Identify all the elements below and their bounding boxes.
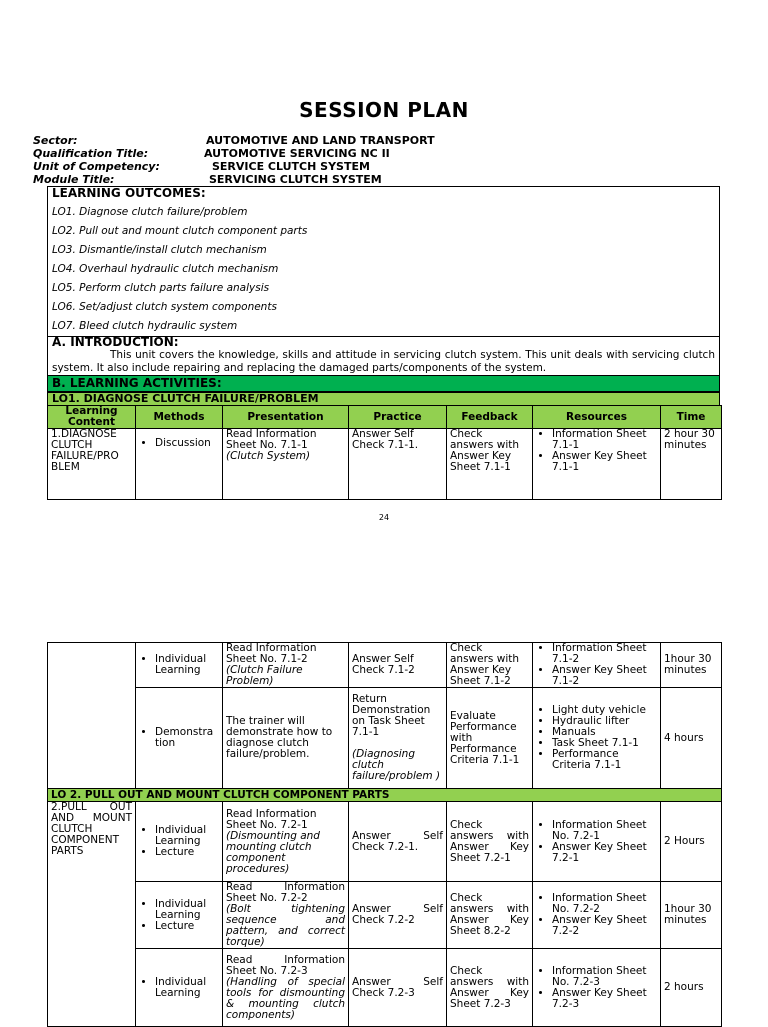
feedback-cell: Check answers with Answer Key Sheet 7.1-1 xyxy=(447,429,533,500)
practice-cell: Answer Self Check 7.2-2 xyxy=(349,882,447,949)
learning-content-cell xyxy=(48,643,136,789)
methods-cell xyxy=(136,643,223,688)
resource-item: • Answer Key Sheet 7.2-3 xyxy=(552,988,657,1010)
resources-cell xyxy=(533,643,661,688)
presentation-cell xyxy=(223,882,349,949)
resources-cell xyxy=(533,688,661,789)
resources-cell xyxy=(533,949,661,1027)
time-cell: 2 Hours xyxy=(661,802,722,882)
learning-content-cell: 1.DIAGNOSE CLUTCH FAILURE/PRO BLEM xyxy=(48,429,136,500)
qualification-label: Qualification Title: xyxy=(33,147,149,160)
resources-cell xyxy=(533,882,661,949)
learning-outcome-item: LO3. Dismantle/install clutch mechanism xyxy=(52,244,267,256)
col-header-presentation: Presentation xyxy=(223,406,349,429)
learning-outcome-item: LO6. Set/adjust clutch system components xyxy=(52,301,277,313)
presentation-subtitle: (Clutch System) xyxy=(226,450,311,462)
learning-outcome-item: LO4. Overhaul hydraulic clutch mechanism xyxy=(52,263,279,275)
table-row xyxy=(48,688,722,789)
presentation-cell xyxy=(223,429,349,500)
sector-value: AUTOMOTIVE AND LAND TRANSPORT xyxy=(206,134,435,147)
method-item: • Lecture xyxy=(155,921,219,932)
methods-cell xyxy=(136,429,223,500)
time-cell: 4 hours xyxy=(661,688,722,789)
time-cell: 2 hours xyxy=(661,949,722,1027)
col-header-practice: Practice xyxy=(349,406,447,429)
resources-cell xyxy=(533,802,661,882)
sector-label: Sector: xyxy=(33,134,78,147)
presentation-subtitle: (Clutch Failure Problem) xyxy=(226,664,303,687)
practice-cell: Answer Self Check 7.2-3 xyxy=(349,949,447,1027)
activities-table-page1 xyxy=(47,405,722,500)
resource-item: • Answer Key Sheet 7.1-1 xyxy=(552,451,657,473)
introduction-body: This unit covers the knowledge, skills and attitude in servicing clutch system. This unit deals with servicing clutch system. It also include repairing and replacing the damaged parts/components of the system. xyxy=(52,349,715,374)
methods-cell xyxy=(136,802,223,882)
method-item: • Lecture xyxy=(155,847,219,858)
practice-text: Return Demonstration on Task Sheet 7.1-1 xyxy=(352,693,431,738)
resource-item: • Answer Key Sheet 7.2-1 xyxy=(552,842,657,864)
presentation-text: Read Information Sheet No. 7.1-1 xyxy=(226,428,317,451)
methods-cell xyxy=(136,882,223,949)
methods-cell xyxy=(136,688,223,789)
module-value: SERVICING CLUTCH SYSTEM xyxy=(209,173,382,186)
presentation-text: Read Information Sheet No. 7.1-2 xyxy=(226,642,317,665)
col-header-feedback: Feedback xyxy=(447,406,533,429)
resource-item: • Light duty vehicle xyxy=(552,705,657,716)
resource-item: • Hydraulic lifter xyxy=(552,716,657,727)
table-row xyxy=(48,643,722,688)
presentation-subtitle: (Handling of special tools for dismounting & mounting clutch components) xyxy=(226,975,345,1021)
learning-outcome-item: LO2. Pull out and mount clutch component parts xyxy=(52,225,308,237)
learning-outcomes-list xyxy=(48,203,719,336)
unit-value: SERVICE CLUTCH SYSTEM xyxy=(212,160,370,173)
time-cell: 1hour 30 minutes xyxy=(661,643,722,688)
learning-activities-heading: B. LEARNING ACTIVITIES: xyxy=(47,375,720,392)
presentation-text: Read Information Sheet No. 7.2-3 xyxy=(226,953,345,977)
table-row xyxy=(48,882,722,949)
resource-item: • Information Sheet No. 7.2-3 xyxy=(552,966,657,988)
presentation-cell xyxy=(223,949,349,1027)
presentation-text: Read Information Sheet No. 7.2-2 xyxy=(226,881,345,904)
method-item: • Individual Learning xyxy=(155,977,219,999)
methods-cell xyxy=(136,949,223,1027)
qualification-value: AUTOMOTIVE SERVICING NC II xyxy=(204,147,390,160)
method-item: • Demonstra tion xyxy=(155,727,219,749)
practice-cell xyxy=(349,688,447,789)
learning-outcome-item: LO5. Perform clutch parts failure analysis xyxy=(52,282,270,294)
feedback-cell: Check answers with Answer Key Sheet 7.2-1 xyxy=(447,802,533,882)
unit-label: Unit of Competency: xyxy=(33,160,160,173)
resource-item: • Answer Key Sheet 7.1-2 xyxy=(552,665,657,687)
feedback-cell: Evaluate Performance with Performance Criteria 7.1-1 xyxy=(447,688,533,789)
method-item: • Discussion xyxy=(155,438,219,449)
col-header-content: Learning Content xyxy=(48,406,136,429)
resources-cell xyxy=(533,429,661,500)
page-title: SESSION PLAN xyxy=(299,98,469,122)
practice-cell: Answer Self Check 7.1-2 xyxy=(349,643,447,688)
presentation-cell: The trainer will demonstrate how to diagnose clutch failure/problem. xyxy=(223,688,349,789)
introduction-heading: A. INTRODUCTION: xyxy=(52,335,179,349)
presentation-text: Read Information Sheet No. 7.2-1 xyxy=(226,807,317,831)
table-row xyxy=(48,802,722,882)
resource-item: • Task Sheet 7.1-1 xyxy=(552,738,657,749)
page-number: 24 xyxy=(378,513,390,522)
col-header-resources: Resources xyxy=(533,406,661,429)
lo1-heading: LO1. DIAGNOSE CLUTCH FAILURE/PROBLEM xyxy=(47,392,720,406)
presentation-cell xyxy=(223,802,349,882)
feedback-cell: Check answers with Answer Key Sheet 8.2-2 xyxy=(447,882,533,949)
presentation-cell xyxy=(223,643,349,688)
time-cell: 2 hour 30 minutes xyxy=(661,429,722,500)
lo2-heading: LO 2. PULL OUT AND MOUNT CLUTCH COMPONENT PARTS xyxy=(48,789,722,802)
resource-item: • Information Sheet 7.1-2 xyxy=(552,643,657,665)
resource-item: • Performance Criteria 7.1-1 xyxy=(552,749,657,771)
col-header-methods: Methods xyxy=(136,406,223,429)
learning-content-cell: 2.PULL OUT AND MOUNT CLUTCH COMPONENT PARTS xyxy=(48,802,136,1027)
learning-outcome-item: LO7. Bleed clutch hydraulic system xyxy=(52,320,238,332)
method-item: • Individual Learning xyxy=(155,825,219,847)
feedback-cell: Check answers with Answer Key Sheet 7.1-2 xyxy=(447,643,533,688)
presentation-subtitle: (Bolt tightening sequence and pattern, and correct torque) xyxy=(226,903,345,948)
resource-item: • Information Sheet No. 7.2-1 xyxy=(552,820,657,842)
feedback-cell: Check answers with Answer Key Sheet 7.2-3 xyxy=(447,949,533,1027)
time-cell: 1hour 30 minutes xyxy=(661,882,722,949)
practice-subtitle: (Diagnosing clutch failure/problem ) xyxy=(352,748,441,782)
module-label: Module Title: xyxy=(33,173,115,186)
resource-item: • Information Sheet 7.1-1 xyxy=(552,429,657,451)
resource-item: • Manuals xyxy=(552,727,657,738)
learning-outcome-item: LO1. Diagnose clutch failure/problem xyxy=(52,206,248,218)
presentation-subtitle: (Dismounting and mounting clutch component procedures) xyxy=(226,829,320,875)
learning-outcomes-heading: LEARNING OUTCOMES: xyxy=(52,186,206,200)
table-row xyxy=(48,949,722,1027)
resource-item: • Answer Key Sheet 7.2-2 xyxy=(552,915,657,937)
table-row xyxy=(48,429,722,500)
method-item: • Individual Learning xyxy=(155,899,219,921)
practice-cell: Answer Self Check 7.2-1. xyxy=(349,802,447,882)
activities-table-page2 xyxy=(47,642,722,1027)
lo2-heading-row xyxy=(48,789,722,802)
introduction-box xyxy=(47,336,720,376)
learning-outcomes-box xyxy=(47,186,720,337)
resource-item: • Information Sheet No. 7.2-2 xyxy=(552,893,657,915)
method-item: • Individual Learning xyxy=(155,654,219,676)
col-header-time: Time xyxy=(661,406,722,429)
practice-cell: Answer Self Check 7.1-1. xyxy=(349,429,447,500)
